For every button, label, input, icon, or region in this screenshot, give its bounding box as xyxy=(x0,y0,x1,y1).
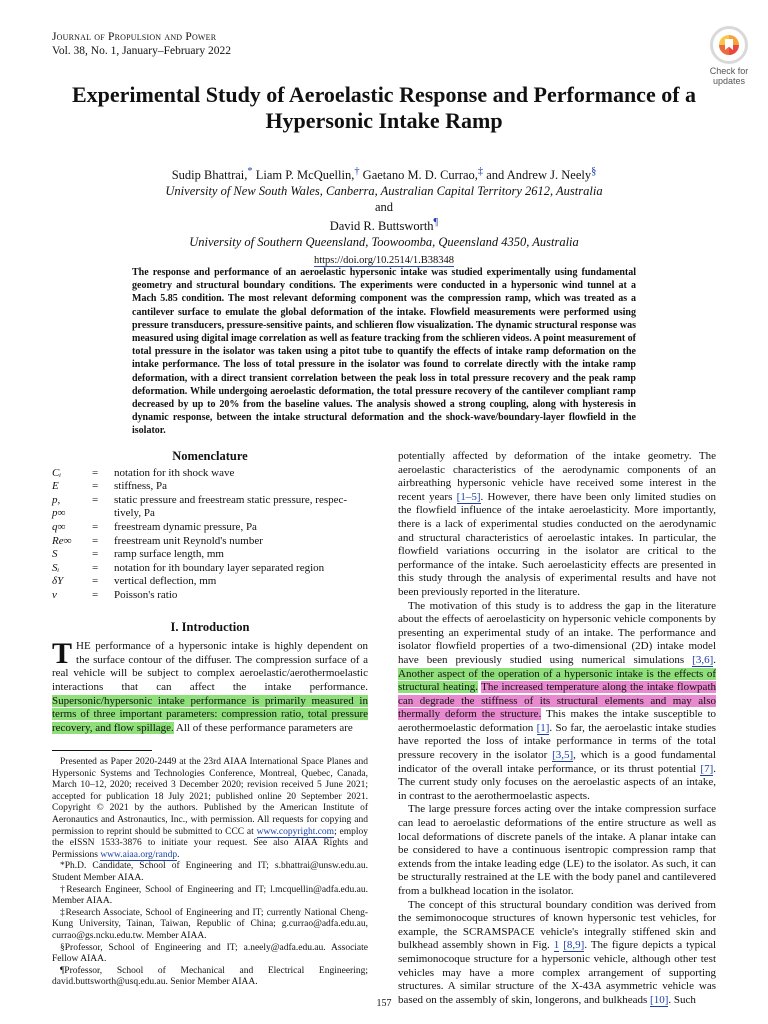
nomenclature-symbol: Re∞ xyxy=(52,534,72,547)
footnote-mark[interactable]: § xyxy=(591,166,597,177)
nomenclature-symbol: S xyxy=(52,548,58,561)
nomenclature-definition: vertical deflection, mm xyxy=(114,575,217,588)
highlight-green[interactable]: Supersonic/hypersonic intake performance is primarily measured in terms of three important parameters: compression ratio, total pressure recovery, and flow spillage. xyxy=(52,694,368,734)
nomenclature-row xyxy=(52,494,368,508)
citation-link[interactable]: [3,6] xyxy=(692,653,714,666)
citation-link[interactable]: [8,9] xyxy=(563,939,585,952)
nomenclature-definition: Poisson's ratio xyxy=(114,588,178,601)
nomenclature-row xyxy=(52,521,368,535)
text-span: HE performance of a hypersonic intake is highly dependent on the surface contour of the diffuser. The compression surface of a real vehicle will be subject to complex aeroelastic/aerothermoelastic interactions that can affect the intake performance. xyxy=(52,640,368,693)
nomenclature-definition: static pressure and freestream static pressure, respec- xyxy=(114,493,348,506)
journal-issue: Vol. 38, No. 1, January–February 2022 xyxy=(52,45,231,57)
footnote-2: †Research Engineer, School of Engineering and IT; l.mcquellin@adfa.edu.au. Member AIAA. xyxy=(52,884,368,907)
citation-link[interactable]: [7] xyxy=(700,762,714,775)
text-span: ; employ the eISSN 1533-3876 to initiate your request. See also AIAA Rights and Permissions xyxy=(52,826,368,860)
nomenclature-equals: = xyxy=(92,466,99,479)
citation-link[interactable]: [1] xyxy=(536,721,550,734)
right-paragraph-2 xyxy=(398,600,716,804)
nomenclature-symbol: q∞ xyxy=(52,520,66,533)
text-span: The concept of this structural boundary condition was derived from the semimonocoque structures of known hypersonic test vehicles, for example, the SCRAMSPACE vehicle's integrally stiffened skin and bulkhead assembly shown in Fig. xyxy=(398,898,716,952)
nomenclature-equals: = xyxy=(92,480,99,493)
doi-link[interactable]: https://doi.org/10.2514/1.B38348 xyxy=(313,255,455,267)
check-for-updates-icon xyxy=(710,26,748,64)
right-paragraph-4 xyxy=(398,899,716,1008)
right-paragraph-1 xyxy=(398,450,716,600)
footnote-mark[interactable]: † xyxy=(354,166,360,177)
copyright-link[interactable]: www.copyright.com xyxy=(256,826,335,837)
text-span: All of these performance parameters are xyxy=(173,721,353,734)
permissions-link[interactable]: www.aiaa.org/randp xyxy=(100,849,178,860)
footnote-mark[interactable]: ¶ xyxy=(433,217,439,229)
nomenclature-row xyxy=(52,575,368,589)
nomenclature-symbol: Cᵢ xyxy=(52,466,62,479)
nomenclature-equals: = xyxy=(92,534,99,547)
nomenclature-row xyxy=(52,535,368,549)
text-span: . However, there have been only limited studies on the flowfield influence of the intake aeroelasticity. More importantly, there is a lack of experimental studies conducted on the aerodynamic and structural characteristics of aeroelastic intakes. In particular, the flowfield variations occurring in the isolator are critical to the performance of the intake. Such aeroelasticity effects are presented in this study through the analysis of experimental results and have not been previously reported in the literature. xyxy=(398,490,717,598)
footnotes xyxy=(52,750,368,989)
citation-link[interactable]: [10] xyxy=(650,993,669,1006)
nomenclature-row xyxy=(52,589,368,603)
nomenclature-row xyxy=(52,548,368,562)
journal-name: Journal of Propulsion and Power xyxy=(52,31,217,43)
author-5: David R. Buttsworth xyxy=(329,219,434,234)
nomenclature-equals: = xyxy=(92,575,99,588)
citation-link[interactable]: [3,5] xyxy=(552,749,574,762)
footnote-3: ‡Research Associate, School of Engineering and IT; currently National Cheng-Kung University, Tainan, Taiwan, Republic of China; g.currao@adfa.edu.au, currao@gs.ncku.edu.tw. Member AIAA. xyxy=(52,907,368,941)
nomenclature-row xyxy=(52,467,368,481)
footnote-rule xyxy=(52,750,152,751)
citation-link[interactable]: [1–5] xyxy=(456,490,481,503)
section-title-introduction: I. Introduction xyxy=(170,619,250,634)
nomenclature-row xyxy=(52,562,368,576)
text-span: . So far, the aeroelastic intake studies have reported the loss of intake performance in terms of the total pressure recovery in the isolator xyxy=(398,721,716,762)
badge-label-line1: Check for xyxy=(709,66,749,76)
text-span: Presented as Paper 2020-2449 at the 23rd AIAA International Space Planes and Hypersonic Systems and Technologies Conference, Montreal, Quebec, Canada, March 10–12, 2020; received 3 December 2020; revision received 5 June 2021; accepted for publication 18 July 2021; published online 20 September 2021. Copyright © 2021 by the authors. Published by the American Institute of Aeronautics and Astronautics, Inc., with permission. All requests for copying and permission to reprint should be submitted to CCC at xyxy=(52,757,368,837)
nomenclature-definition: notation for ith boundary layer separated region xyxy=(114,561,325,574)
affiliation-2: University of Southern Queensland, Toowoomba, Queensland 4350, Australia xyxy=(189,235,579,250)
author-1: Sudip Bhattrai, xyxy=(171,168,248,183)
right-paragraph-3: The large pressure forces acting over the intake compression surface can lead to aeroelastic deformations of the entire structure as well as local deformations of discrete panels of the intake. A planar intake can be considered to have a continuous isentropic compression ramp that extends from the intake leading edge (LE) to the isolator. As such, it can be structurally restrained at the LE with the body panel and cantilevered from a bulkhead location in the isolator. xyxy=(398,803,716,897)
page-number: 157 xyxy=(376,998,392,1009)
highlight-green[interactable]: Another aspect of the operation of a hypersonic intake is the effects of structural heating. xyxy=(398,667,716,694)
badge-label-line2: updates xyxy=(712,76,746,86)
text-span: . xyxy=(713,653,716,666)
text-span: . Such xyxy=(668,993,696,1006)
nomenclature-equals: = xyxy=(92,561,99,574)
nomenclature-row xyxy=(52,480,368,494)
figure-link[interactable]: 1 xyxy=(553,939,560,952)
author-block xyxy=(40,164,728,269)
nomenclature-symbol: p, xyxy=(52,493,61,506)
author-2: Liam P. McQuellin, xyxy=(252,168,355,183)
footnote-main xyxy=(52,757,368,861)
author-4: and Andrew J. Neely xyxy=(483,168,592,183)
nomenclature-definition: tively, Pa xyxy=(114,507,155,520)
nomenclature-symbol: ν xyxy=(52,588,57,601)
text-span: potentially affected by deformation of the intake geometry. The aeroelastic characteristics of the aerodynamic components of an airbreathing hypersonic vehicle have received some interest in the recent years xyxy=(398,450,716,503)
nomenclature-symbol: δY xyxy=(52,575,64,588)
nomenclature-equals: = xyxy=(92,520,99,533)
footnote-mark[interactable]: ‡ xyxy=(477,166,484,177)
text-span: , which is a good fundamental indicator of the overall intake performance, or its thrust potential xyxy=(398,749,716,775)
right-column xyxy=(398,450,716,1007)
text-span: This makes the intake susceptible to aerothermoelastic deformation xyxy=(398,708,716,734)
intro-paragraph xyxy=(52,637,368,735)
check-for-updates-badge[interactable] xyxy=(700,26,758,86)
nomenclature-definition: freestream dynamic pressure, Pa xyxy=(114,520,257,533)
footnote-mark[interactable]: * xyxy=(247,166,253,177)
drop-cap: T xyxy=(52,637,73,671)
abstract: The response and performance of an aeroelastic hypersonic intake was studied experimentally using fundamental geometry and structural boundary conditions. The experiments were conducted in a hypersonic wind tunnel at a Mach 5.85 condition. The most relevant deforming component was the compression ramp, which was treated as a cantilever surface to emulate the global deformation of the intake. Flowfield measurements were performed using pressure transducers, pressure-sensitive paints, and schlieren flow visualization. The dynamic structural response was measured using digital image correlation as well as feature tracking from the schlieren videos. A point measurement of total pressure in the isolator was taken using a pitot tube to quantify the effects of intake ramp deformation on the intake performance. The loss of total pressure in the isolator was found to correlate directly with the intake ramp deformation, with a direct transient correlation between the peak loss in total pressure recovery and the peak ramp deformation. While undergoing aeroelastic deformation, the total pressure recovery of the cantilever compliant ramp decreased by up to 20% from the baseline values. The analysis showed a strong coupling, along with hysteresis in dynamic response, between the intake structural deformation and the shock-wave/boundary-layer flowfield in the isolator. xyxy=(132,267,636,437)
journal-header xyxy=(52,30,231,58)
footnote-1: *Ph.D. Candidate, School of Engineering and IT; s.bhattrai@unsw.edu.au. Student Member AIAA. xyxy=(52,861,368,883)
nomenclature-equals: = xyxy=(92,548,99,561)
nomenclature-definition: notation for ith shock wave xyxy=(114,466,235,479)
author-line xyxy=(40,164,728,183)
nomenclature-row xyxy=(52,507,368,521)
text-span: . xyxy=(177,849,180,860)
nomenclature-equals: = xyxy=(92,493,99,506)
nomenclature-list xyxy=(52,467,368,603)
author-3: Gaetano M. D. Currao, xyxy=(359,168,478,183)
nomenclature-definition: ramp surface length, mm xyxy=(114,548,224,561)
highlight-pink[interactable]: The increased temperature along the intake flowpath can degrade the stiffness of its structural elements and may also thermally deform the structure. xyxy=(398,681,716,721)
author-conjunction: and xyxy=(374,200,394,215)
nomenclature-symbol: Sᵢ xyxy=(52,561,60,574)
footnote-4: §Professor, School of Engineering and IT; a.neely@adfa.edu.au. Associate Fellow AIAA. xyxy=(52,942,368,965)
text-span: . The figure depicts a typical semimonocoque structure for a hypersonic vehicle, although other test vehicles may have a more complex arrangement of supporting structures. A similar structure of the X-43A asymmetric vehicle was based on the assembly of skin, longerons, and bulkheads xyxy=(398,939,717,1006)
nomenclature-title: Nomenclature xyxy=(172,449,248,463)
paper-title: Experimental Study of Aeroelastic Response and Performance of a Hypersonic Intake Ramp xyxy=(71,82,697,133)
text-span: . The current study only focuses on the aeroelastic aspects of an intake, in contrast to the aerothermoelastic aspects. xyxy=(398,762,716,802)
text-span: The motivation of this study is to address the gap in the literature about the effects of aeroelasticity on hypersonic vehicle components by presenting an experimental study of an intake. The performance and isolator flowfield properties of a two-dimensional (2D) intake model have been previously studied using numerical simulations xyxy=(398,599,716,666)
nomenclature-symbol: p∞ xyxy=(52,507,66,520)
nomenclature-definition: freestream unit Reynold's number xyxy=(114,534,263,547)
left-column xyxy=(52,450,368,735)
affiliation-1: University of New South Wales, Canberra, Australian Capital Territory 2612, Australia xyxy=(165,184,603,199)
nomenclature-symbol: E xyxy=(52,480,59,493)
nomenclature-definition: stiffness, Pa xyxy=(114,480,167,493)
author-line-2 xyxy=(40,215,728,234)
footnote-5: ¶Professor, School of Mechanical and Electrical Engineering; david.buttsworth@usq.edu.au. Senior Member AIAA. xyxy=(52,965,368,988)
nomenclature-equals: = xyxy=(92,588,99,601)
